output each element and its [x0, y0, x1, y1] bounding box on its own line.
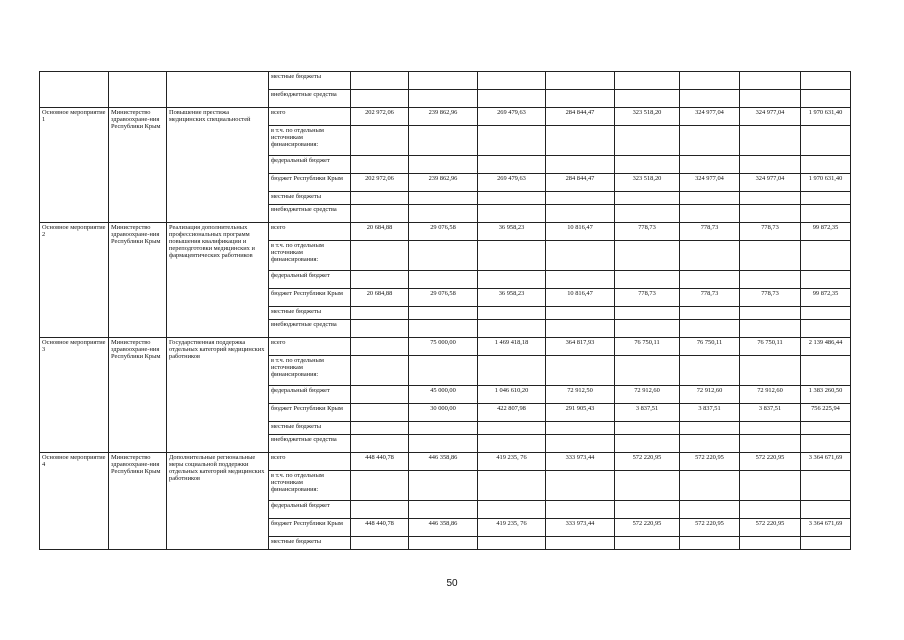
value-cell	[546, 320, 615, 338]
value-cell	[478, 320, 546, 338]
value-cell: 72 912,60	[740, 386, 801, 404]
source-cell: внебюджетные средства	[269, 90, 351, 108]
source-cell: внебюджетные средства	[269, 205, 351, 223]
value-cell: 3 837,51	[615, 404, 680, 422]
value-cell	[546, 156, 615, 174]
value-cell: 239 862,96	[409, 174, 478, 192]
total-value-cell	[801, 471, 851, 501]
activity-name-cell: Основное мероприятие 4	[40, 453, 109, 550]
value-cell: 448 440,78	[351, 453, 409, 471]
value-cell: 76 750,11	[680, 338, 740, 356]
value-cell: 572 220,95	[615, 519, 680, 537]
value-cell	[409, 356, 478, 386]
value-cell	[740, 192, 801, 205]
source-cell: бюджет Республики Крым	[269, 289, 351, 307]
value-cell	[351, 192, 409, 205]
source-cell: федеральный бюджет	[269, 386, 351, 404]
description-cell	[167, 72, 269, 108]
total-value-cell	[801, 501, 851, 519]
value-cell	[740, 72, 801, 90]
value-cell	[351, 307, 409, 320]
value-cell	[478, 356, 546, 386]
value-cell: 36 958,23	[478, 223, 546, 241]
value-cell: 3 837,51	[680, 404, 740, 422]
value-cell	[680, 205, 740, 223]
value-cell: 10 816,47	[546, 223, 615, 241]
source-cell: местные бюджеты	[269, 72, 351, 90]
value-cell	[546, 356, 615, 386]
value-cell	[546, 435, 615, 453]
value-cell: 422 807,98	[478, 404, 546, 422]
value-cell: 446 358,86	[409, 519, 478, 537]
value-cell	[680, 471, 740, 501]
value-cell: 419 235, 76	[478, 453, 546, 471]
value-cell: 323 518,20	[615, 108, 680, 126]
value-cell	[615, 501, 680, 519]
value-cell	[740, 271, 801, 289]
value-cell	[478, 422, 546, 435]
value-cell	[478, 192, 546, 205]
value-cell	[546, 271, 615, 289]
value-cell	[351, 404, 409, 422]
total-value-cell	[801, 356, 851, 386]
value-cell	[409, 205, 478, 223]
value-cell	[409, 241, 478, 271]
value-cell	[615, 72, 680, 90]
table-row	[40, 223, 851, 241]
value-cell	[615, 537, 680, 550]
total-value-cell	[801, 192, 851, 205]
value-cell	[615, 192, 680, 205]
source-cell: в т.ч. по отдельным источникам финансирования:	[269, 356, 351, 386]
value-cell: 29 076,58	[409, 289, 478, 307]
value-cell	[351, 471, 409, 501]
value-cell: 446 358,86	[409, 453, 478, 471]
value-cell	[351, 241, 409, 271]
value-cell	[546, 241, 615, 271]
value-cell	[680, 307, 740, 320]
source-cell: местные бюджеты	[269, 422, 351, 435]
value-cell: 572 220,95	[680, 519, 740, 537]
source-cell: всего	[269, 338, 351, 356]
value-cell	[351, 386, 409, 404]
value-cell: 778,73	[740, 289, 801, 307]
source-cell: в т.ч. по отдельным источникам финансирования:	[269, 241, 351, 271]
value-cell: 324 977,04	[680, 174, 740, 192]
description-cell: Дополнительные региональные меры социальной поддержки отдельных категорий медицинских работников	[167, 453, 269, 550]
value-cell: 778,73	[615, 289, 680, 307]
value-cell	[740, 422, 801, 435]
total-value-cell: 99 872,35	[801, 289, 851, 307]
total-value-cell	[801, 271, 851, 289]
value-cell	[351, 90, 409, 108]
source-cell: внебюджетные средства	[269, 435, 351, 453]
value-cell	[478, 537, 546, 550]
total-value-cell	[801, 205, 851, 223]
value-cell	[680, 192, 740, 205]
total-value-cell: 1 383 260,50	[801, 386, 851, 404]
value-cell	[409, 422, 478, 435]
value-cell	[680, 422, 740, 435]
table-row	[40, 338, 851, 356]
value-cell	[351, 126, 409, 156]
value-cell	[680, 501, 740, 519]
value-cell: 291 905,43	[546, 404, 615, 422]
value-cell	[546, 307, 615, 320]
source-cell: федеральный бюджет	[269, 156, 351, 174]
value-cell	[615, 271, 680, 289]
value-cell	[546, 205, 615, 223]
value-cell: 323 518,20	[615, 174, 680, 192]
source-cell: внебюджетные средства	[269, 320, 351, 338]
activity-name-cell: Основное мероприятие 2	[40, 223, 109, 338]
description-cell: Реализация дополнительных профессиональных программ повышения квалификации и переподготовки медицинских и фармацевтических работников	[167, 223, 269, 338]
total-value-cell: 99 872,35	[801, 223, 851, 241]
value-cell	[615, 471, 680, 501]
value-cell	[478, 126, 546, 156]
source-cell: федеральный бюджет	[269, 271, 351, 289]
value-cell	[478, 205, 546, 223]
value-cell: 72 912,60	[615, 386, 680, 404]
value-cell	[478, 307, 546, 320]
value-cell: 202 972,06	[351, 174, 409, 192]
value-cell	[680, 72, 740, 90]
value-cell	[478, 156, 546, 174]
value-cell	[351, 537, 409, 550]
value-cell	[680, 126, 740, 156]
value-cell	[740, 537, 801, 550]
value-cell	[409, 501, 478, 519]
value-cell	[478, 471, 546, 501]
value-cell	[680, 156, 740, 174]
value-cell	[615, 422, 680, 435]
value-cell: 324 977,04	[740, 108, 801, 126]
value-cell: 572 220,95	[615, 453, 680, 471]
value-cell: 572 220,95	[740, 453, 801, 471]
value-cell: 269 479,63	[478, 108, 546, 126]
value-cell	[546, 126, 615, 156]
value-cell	[546, 422, 615, 435]
value-cell: 778,73	[680, 223, 740, 241]
value-cell	[409, 537, 478, 550]
value-cell: 419 235, 76	[478, 519, 546, 537]
value-cell	[740, 356, 801, 386]
value-cell	[740, 501, 801, 519]
value-cell	[740, 90, 801, 108]
value-cell: 778,73	[615, 223, 680, 241]
value-cell	[546, 72, 615, 90]
source-cell: бюджет Республики Крым	[269, 174, 351, 192]
total-value-cell	[801, 156, 851, 174]
value-cell: 284 844,47	[546, 174, 615, 192]
value-cell	[478, 435, 546, 453]
table-row	[40, 72, 851, 90]
value-cell	[680, 537, 740, 550]
value-cell	[615, 435, 680, 453]
value-cell	[409, 271, 478, 289]
value-cell	[801, 72, 851, 90]
value-cell	[409, 72, 478, 90]
total-value-cell: 1 970 631,40	[801, 108, 851, 126]
value-cell	[740, 126, 801, 156]
value-cell	[351, 72, 409, 90]
value-cell: 1 046 610,20	[478, 386, 546, 404]
value-cell	[680, 356, 740, 386]
total-value-cell: 2 139 486,44	[801, 338, 851, 356]
value-cell: 572 220,95	[680, 453, 740, 471]
source-cell: всего	[269, 108, 351, 126]
total-value-cell	[801, 422, 851, 435]
value-cell	[740, 435, 801, 453]
value-cell	[409, 192, 478, 205]
table-row	[40, 108, 851, 126]
value-cell: 29 076,58	[409, 223, 478, 241]
value-cell	[351, 356, 409, 386]
description-cell: Повышение престижа медицинских специальностей	[167, 108, 269, 223]
value-cell: 10 816,47	[546, 289, 615, 307]
source-cell: всего	[269, 453, 351, 471]
table-body	[40, 72, 851, 550]
value-cell	[409, 90, 478, 108]
value-cell	[680, 90, 740, 108]
value-cell: 778,73	[680, 289, 740, 307]
total-value-cell	[801, 241, 851, 271]
value-cell: 239 862,96	[409, 108, 478, 126]
total-value-cell	[801, 307, 851, 320]
executor-cell: Министерство здравоохране-ния Республики Крым	[109, 108, 167, 223]
budget-table	[39, 71, 851, 550]
value-cell	[546, 501, 615, 519]
total-value-cell	[801, 320, 851, 338]
value-cell	[740, 241, 801, 271]
value-cell	[546, 471, 615, 501]
value-cell	[478, 241, 546, 271]
executor-cell: Министерство здравоохране-ния Республики Крым	[109, 223, 167, 338]
source-cell: бюджет Республики Крым	[269, 404, 351, 422]
value-cell	[801, 90, 851, 108]
value-cell: 30 000,00	[409, 404, 478, 422]
value-cell: 36 958,23	[478, 289, 546, 307]
value-cell: 76 750,11	[615, 338, 680, 356]
value-cell: 448 440,78	[351, 519, 409, 537]
executor-cell: Министерство здравоохране-ния Республики Крым	[109, 338, 167, 453]
source-cell: местные бюджеты	[269, 537, 351, 550]
total-value-cell	[801, 537, 851, 550]
value-cell: 572 220,95	[740, 519, 801, 537]
value-cell	[409, 307, 478, 320]
value-cell	[615, 241, 680, 271]
value-cell: 1 469 418,18	[478, 338, 546, 356]
value-cell: 333 973,44	[546, 519, 615, 537]
value-cell: 72 912,60	[680, 386, 740, 404]
value-cell	[615, 307, 680, 320]
value-cell	[478, 501, 546, 519]
page-number: 50	[446, 578, 458, 589]
value-cell: 778,73	[740, 223, 801, 241]
value-cell	[351, 435, 409, 453]
total-value-cell	[801, 435, 851, 453]
value-cell: 284 844,47	[546, 108, 615, 126]
value-cell	[409, 156, 478, 174]
value-cell	[740, 205, 801, 223]
value-cell	[680, 241, 740, 271]
activity-name-cell	[40, 72, 109, 108]
executor-cell	[109, 72, 167, 108]
value-cell	[546, 192, 615, 205]
activity-name-cell: Основное мероприятие 3	[40, 338, 109, 453]
value-cell	[478, 72, 546, 90]
value-cell	[351, 271, 409, 289]
value-cell	[680, 320, 740, 338]
value-cell	[615, 126, 680, 156]
description-cell: Государственная поддержка отдельных категорий медицинских работников	[167, 338, 269, 453]
total-value-cell	[801, 126, 851, 156]
value-cell: 324 977,04	[680, 108, 740, 126]
total-value-cell: 3 364 671,69	[801, 453, 851, 471]
value-cell	[409, 320, 478, 338]
value-cell: 3 837,51	[740, 404, 801, 422]
value-cell	[478, 90, 546, 108]
value-cell	[546, 90, 615, 108]
value-cell	[740, 156, 801, 174]
value-cell	[351, 205, 409, 223]
value-cell	[351, 422, 409, 435]
value-cell	[615, 320, 680, 338]
value-cell: 20 684,88	[351, 289, 409, 307]
executor-cell: Министерство здравоохране-ния Республики Крым	[109, 453, 167, 550]
value-cell	[351, 156, 409, 174]
value-cell	[680, 435, 740, 453]
value-cell	[680, 271, 740, 289]
value-cell	[546, 537, 615, 550]
value-cell	[409, 471, 478, 501]
value-cell	[615, 205, 680, 223]
value-cell	[740, 471, 801, 501]
source-cell: в т.ч. по отдельным источникам финансирования:	[269, 126, 351, 156]
value-cell	[351, 338, 409, 356]
value-cell: 364 817,93	[546, 338, 615, 356]
source-cell: в т.ч. по отдельным источникам финансирования:	[269, 471, 351, 501]
value-cell	[409, 126, 478, 156]
value-cell	[615, 156, 680, 174]
value-cell: 324 977,04	[740, 174, 801, 192]
source-cell: бюджет Республики Крым	[269, 519, 351, 537]
value-cell	[409, 435, 478, 453]
value-cell	[478, 271, 546, 289]
source-cell: местные бюджеты	[269, 192, 351, 205]
value-cell: 45 000,00	[409, 386, 478, 404]
value-cell	[615, 90, 680, 108]
activity-name-cell: Основное мероприятие 1	[40, 108, 109, 223]
source-cell: всего	[269, 223, 351, 241]
value-cell: 269 479,63	[478, 174, 546, 192]
total-value-cell: 756 225,94	[801, 404, 851, 422]
value-cell: 76 750,11	[740, 338, 801, 356]
total-value-cell: 1 970 631,40	[801, 174, 851, 192]
value-cell	[351, 501, 409, 519]
value-cell: 333 973,44	[546, 453, 615, 471]
table-row	[40, 453, 851, 471]
value-cell	[740, 307, 801, 320]
value-cell	[351, 320, 409, 338]
source-cell: федеральный бюджет	[269, 501, 351, 519]
total-value-cell: 3 364 671,69	[801, 519, 851, 537]
value-cell	[615, 356, 680, 386]
value-cell: 72 912,50	[546, 386, 615, 404]
source-cell: местные бюджеты	[269, 307, 351, 320]
value-cell: 20 684,88	[351, 223, 409, 241]
value-cell	[740, 320, 801, 338]
value-cell: 75 000,00	[409, 338, 478, 356]
value-cell: 202 972,06	[351, 108, 409, 126]
